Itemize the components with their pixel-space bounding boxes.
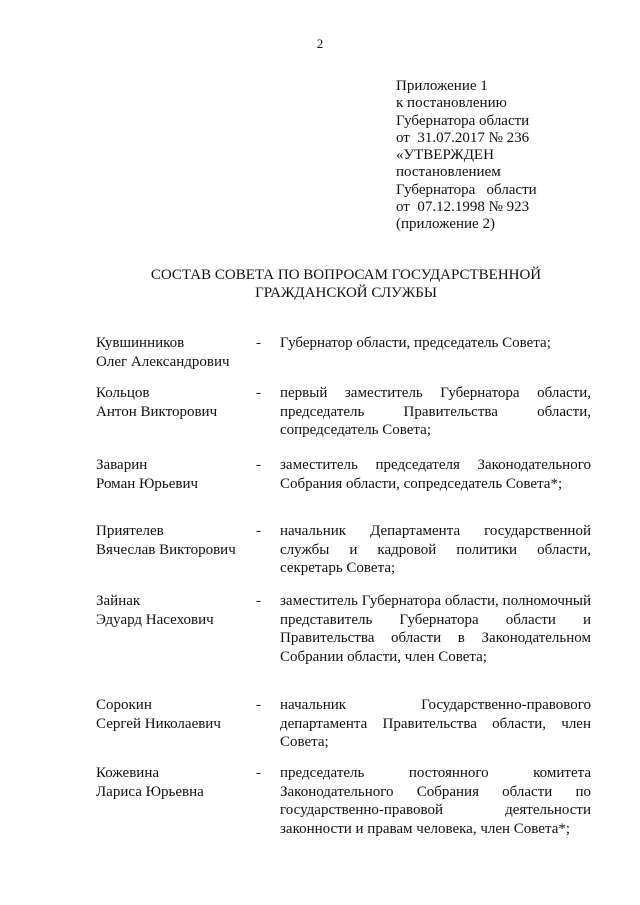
- member-dash: -: [256, 697, 261, 713]
- member-given-name: Сергей Николаевич: [96, 715, 221, 732]
- member-entry: [96, 592, 591, 666]
- member-role: председатель постоянного комитета Законодательного Собрания области по государственно-правовой деятельности законности и правам человека, член Совета*;: [280, 765, 591, 837]
- member-entry: [96, 696, 591, 752]
- member-entry: [96, 456, 591, 493]
- member-surname: Приятелев: [96, 523, 164, 539]
- member-surname: Зайнак: [96, 593, 141, 609]
- member-given-name: Роман Юрьевич: [96, 475, 199, 492]
- appendix-line: Приложение 1: [396, 78, 488, 94]
- member-role: Губернатор области, председатель Совета;: [280, 335, 551, 351]
- member-dash: -: [256, 765, 261, 781]
- member-role: заместитель председателя Законодательного Собрания области, сопредседатель Совета*;: [280, 457, 591, 492]
- appendix-line: (приложение 2): [396, 216, 495, 233]
- member-dash: -: [256, 335, 261, 351]
- member-role: начальник Департамента государственной службы и кадровой политики области, секретарь Совета;: [280, 523, 591, 576]
- member-surname: Кожевина: [96, 765, 160, 781]
- member-entry: [96, 334, 591, 371]
- member-name: [96, 592, 256, 666]
- member-name: [96, 696, 256, 752]
- member-surname: Кувшинников: [96, 335, 185, 351]
- member-name: [96, 334, 256, 371]
- appendix-line: от 31.07.2017 № 236: [396, 129, 530, 146]
- member-name: [96, 764, 256, 838]
- member-role: начальник Государственно-правового департамента Правительства области, член Совета;: [280, 697, 591, 750]
- appendix-block: [396, 78, 596, 234]
- appendix-line: постановлением: [396, 164, 501, 181]
- member-name: [96, 456, 256, 493]
- member-name: [96, 384, 256, 440]
- member-entry: [96, 764, 591, 838]
- member-name: [96, 522, 256, 578]
- member-dash: -: [256, 593, 261, 609]
- appendix-line: «УТВЕРЖДЕН: [396, 147, 494, 164]
- document-title-line-1: СОСТАВ СОВЕТА ПО ВОПРОСАМ ГОСУДАРСТВЕННОЙ: [150, 267, 542, 283]
- member-surname: Сорокин: [96, 697, 152, 713]
- appendix-line: Губернатора области: [396, 112, 530, 129]
- member-given-name: Антон Викторович: [96, 403, 218, 420]
- member-surname: Заварин: [96, 457, 148, 473]
- member-role: первый заместитель Губернатора области, председатель Правительства области, сопредседатель Совета;: [280, 385, 591, 438]
- appendix-line: от 07.12.1998 № 923: [396, 199, 530, 216]
- member-given-name: Эдуард Насехович: [96, 611, 214, 628]
- member-entry: [96, 384, 591, 440]
- member-dash: -: [256, 457, 261, 473]
- member-given-name: Вячеслав Викторович: [96, 541, 236, 558]
- member-dash: -: [256, 523, 261, 539]
- member-given-name: Лариса Юрьевна: [96, 783, 204, 800]
- appendix-line: Губернатора области: [396, 181, 537, 198]
- member-role: заместитель Губернатора области, полномочный представитель Губернатора области и Правительства области в Законодательном Собрании области, член Совета;: [280, 593, 591, 665]
- member-entry: [96, 522, 591, 578]
- page-number: 2: [316, 36, 324, 51]
- appendix-line: к постановлению: [396, 95, 507, 112]
- document-title: [96, 266, 596, 302]
- document-title-line-2: ГРАЖДАНСКОЙ СЛУЖБЫ: [255, 285, 437, 301]
- member-given-name: Олег Александрович: [96, 353, 230, 370]
- member-dash: -: [256, 385, 261, 401]
- member-surname: Кольцов: [96, 385, 150, 401]
